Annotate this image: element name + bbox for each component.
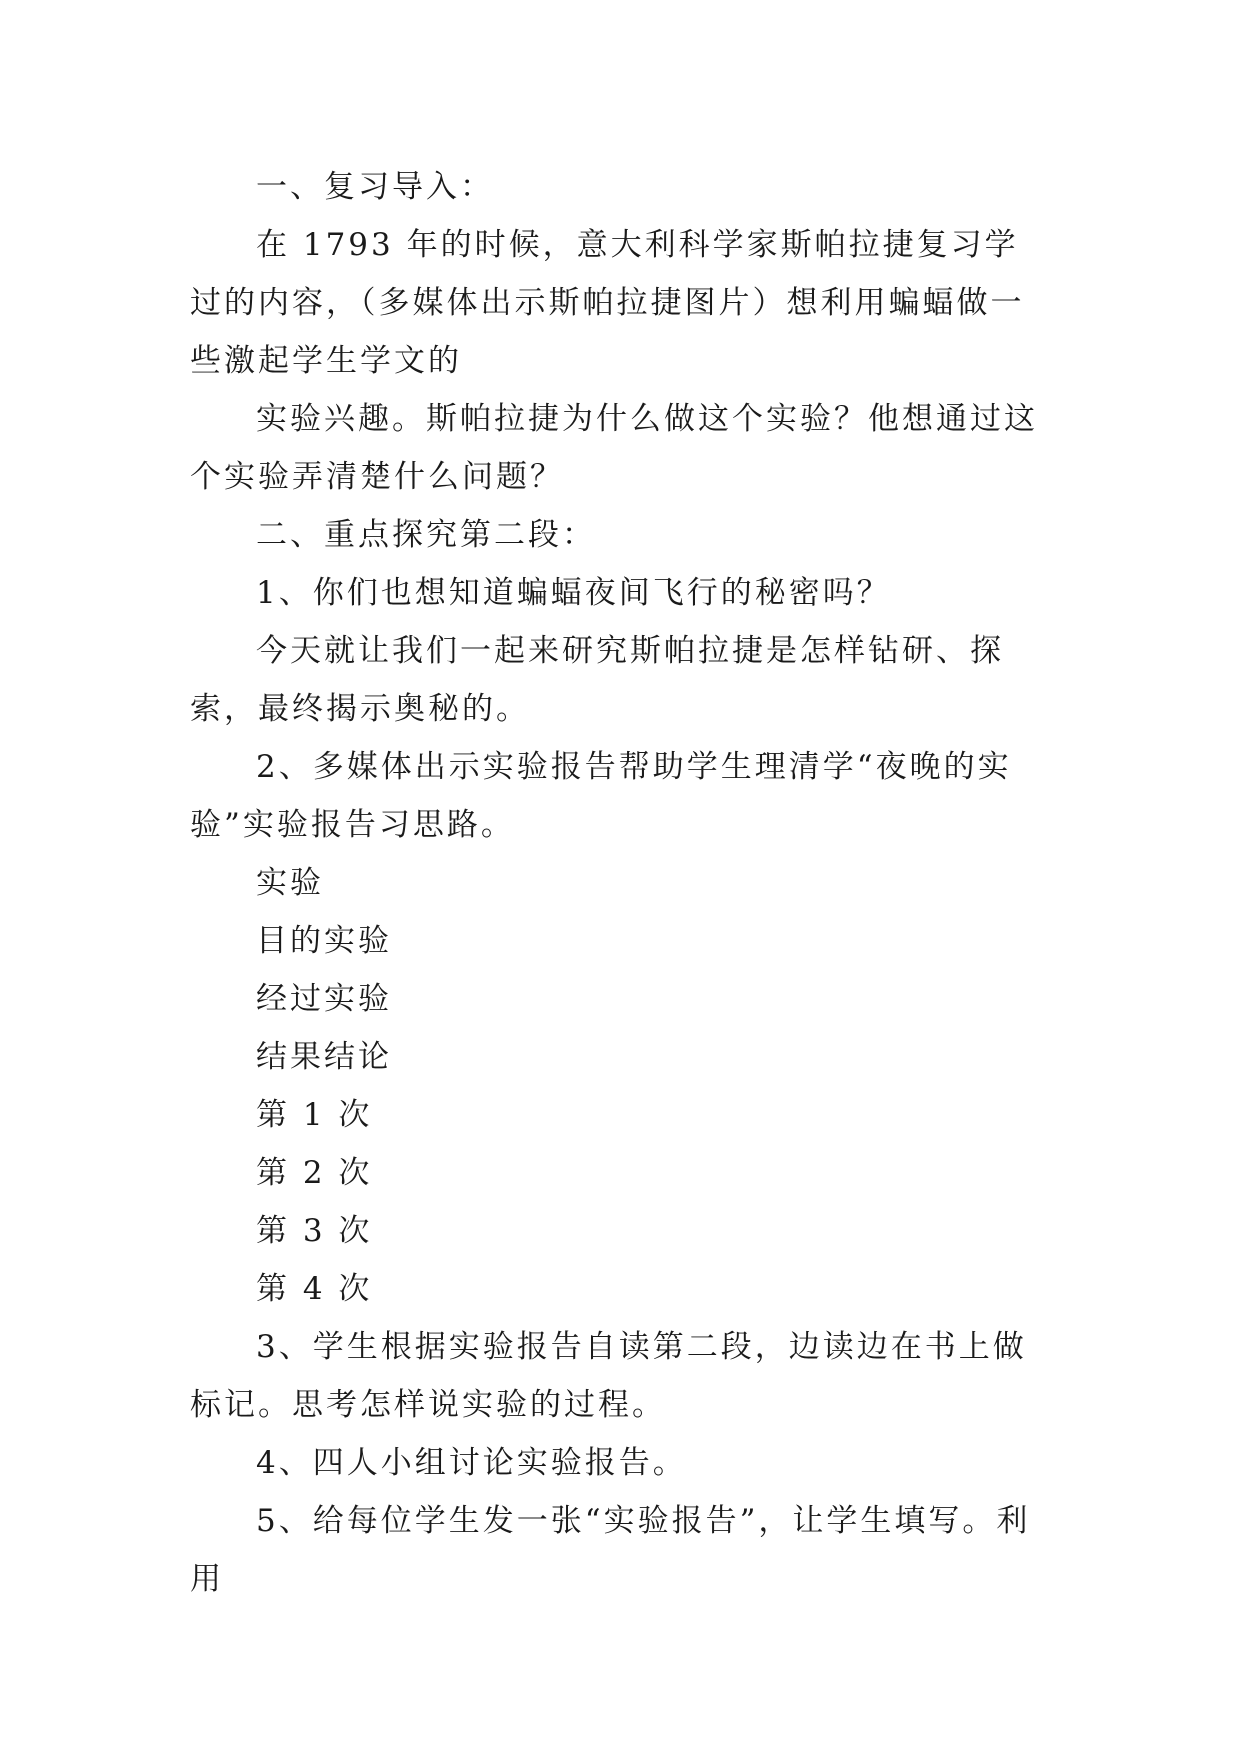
section-heading-explore: 二、重点探究第二段： (256, 517, 596, 553)
paragraph: 4、四人小组讨论实验报告。 (256, 1445, 687, 1481)
paragraph: 1、你们也想知道蝙蝠夜间飞行的秘密吗？ (256, 575, 891, 611)
report-line: 第 3 次 (256, 1213, 373, 1249)
report-line: 目的实验 (256, 923, 392, 959)
paragraph: 5、给每位学生发一张“实验报告”，让学生填写。利用 (190, 1503, 1031, 1597)
report-line: 经过实验 (256, 981, 392, 1017)
paragraph: 3、学生根据实验报告自读第二段，边读边在书上做标记。思考怎样说实验的过程。 (190, 1329, 1027, 1423)
paragraph: 2、多媒体出示实验报告帮助学生理清学“夜晚的实验”实验报告习思路。 (190, 749, 1012, 843)
report-line: 实验 (256, 865, 324, 901)
paragraph: 在 1793 年的时候，意大利科学家斯帕拉捷复习学过的内容，（多媒体出示斯帕拉捷图片）想利用蝙蝠做一些激起学生学文的 (190, 227, 1025, 379)
report-line: 结果结论 (256, 1039, 392, 1075)
report-line: 第 4 次 (256, 1271, 373, 1307)
paragraph: 实验兴趣。斯帕拉捷为什么做这个实验？他想通过这个实验弄清楚什么问题？ (190, 401, 1038, 495)
report-line: 第 2 次 (256, 1155, 373, 1191)
report-line: 第 1 次 (256, 1097, 373, 1133)
section-heading-review: 一、复习导入： (256, 169, 494, 205)
document-body (190, 158, 1050, 1608)
paragraph: 今天就让我们一起来研究斯帕拉捷是怎样钻研、探索，最终揭示奥秘的。 (190, 633, 1004, 727)
